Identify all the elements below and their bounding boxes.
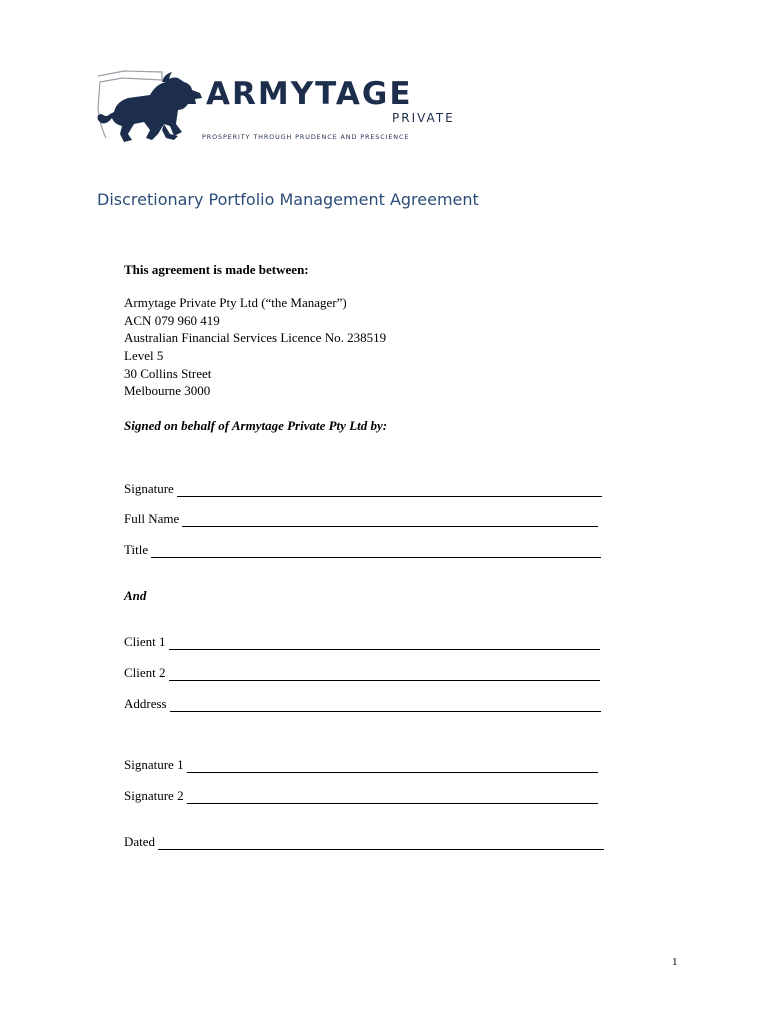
title-field[interactable]: [124, 541, 601, 558]
logo-tagline: PROSPERITY THROUGH PRUDENCE AND PRESCIENCE: [202, 133, 410, 141]
dated-label: Dated: [124, 834, 156, 849]
title-line[interactable]: [151, 544, 601, 558]
client2-label: Client 2: [124, 665, 166, 680]
company-logo: [92, 68, 464, 148]
client2-field[interactable]: [124, 664, 600, 681]
logo-wordmark: ARMYTAGE: [206, 76, 413, 112]
and-heading: And: [124, 588, 147, 603]
address-line[interactable]: [170, 698, 601, 712]
intro-heading: This agreement is made between:: [124, 262, 309, 277]
client1-line[interactable]: [169, 636, 600, 650]
full-name-line[interactable]: [182, 513, 598, 527]
manager-name: Armytage Private Pty Ltd (“the Manager”): [124, 295, 347, 310]
client1-field[interactable]: [124, 633, 600, 650]
signature1-line[interactable]: [187, 759, 598, 773]
address-field[interactable]: [124, 695, 601, 712]
manager-acn: ACN 079 960 419: [124, 313, 220, 328]
manager-signature-line[interactable]: [177, 483, 602, 497]
signature2-label: Signature 2: [124, 788, 184, 803]
client2-line[interactable]: [169, 667, 600, 681]
manager-licence: Australian Financial Services Licence No. 238519: [124, 330, 387, 345]
manager-signature-label: Signature: [124, 481, 174, 496]
signature2-line[interactable]: [187, 790, 598, 804]
address-label: Address: [124, 696, 167, 711]
dated-line[interactable]: [158, 836, 604, 850]
page-number: 1: [672, 956, 678, 968]
signed-on-behalf-heading: Signed on behalf of Armytage Private Pty Ltd by:: [124, 418, 388, 433]
manager-street: 30 Collins Street: [124, 366, 212, 381]
full-name-field[interactable]: [124, 510, 598, 527]
signature1-field[interactable]: [124, 756, 598, 773]
lion-shield-icon: [92, 68, 212, 148]
title-label: Title: [124, 542, 149, 557]
manager-city: Melbourne 3000: [124, 383, 211, 398]
full-name-label: Full Name: [124, 511, 180, 526]
client1-label: Client 1: [124, 634, 166, 649]
manager-level: Level 5: [124, 348, 164, 363]
logo-subtitle: PRIVATE: [392, 111, 455, 125]
manager-signature-field[interactable]: [124, 480, 602, 497]
signature2-field[interactable]: [124, 787, 598, 804]
document-title: Discretionary Portfolio Management Agreement: [97, 190, 479, 209]
dated-field[interactable]: [124, 833, 604, 850]
signature1-label: Signature 1: [124, 757, 184, 772]
